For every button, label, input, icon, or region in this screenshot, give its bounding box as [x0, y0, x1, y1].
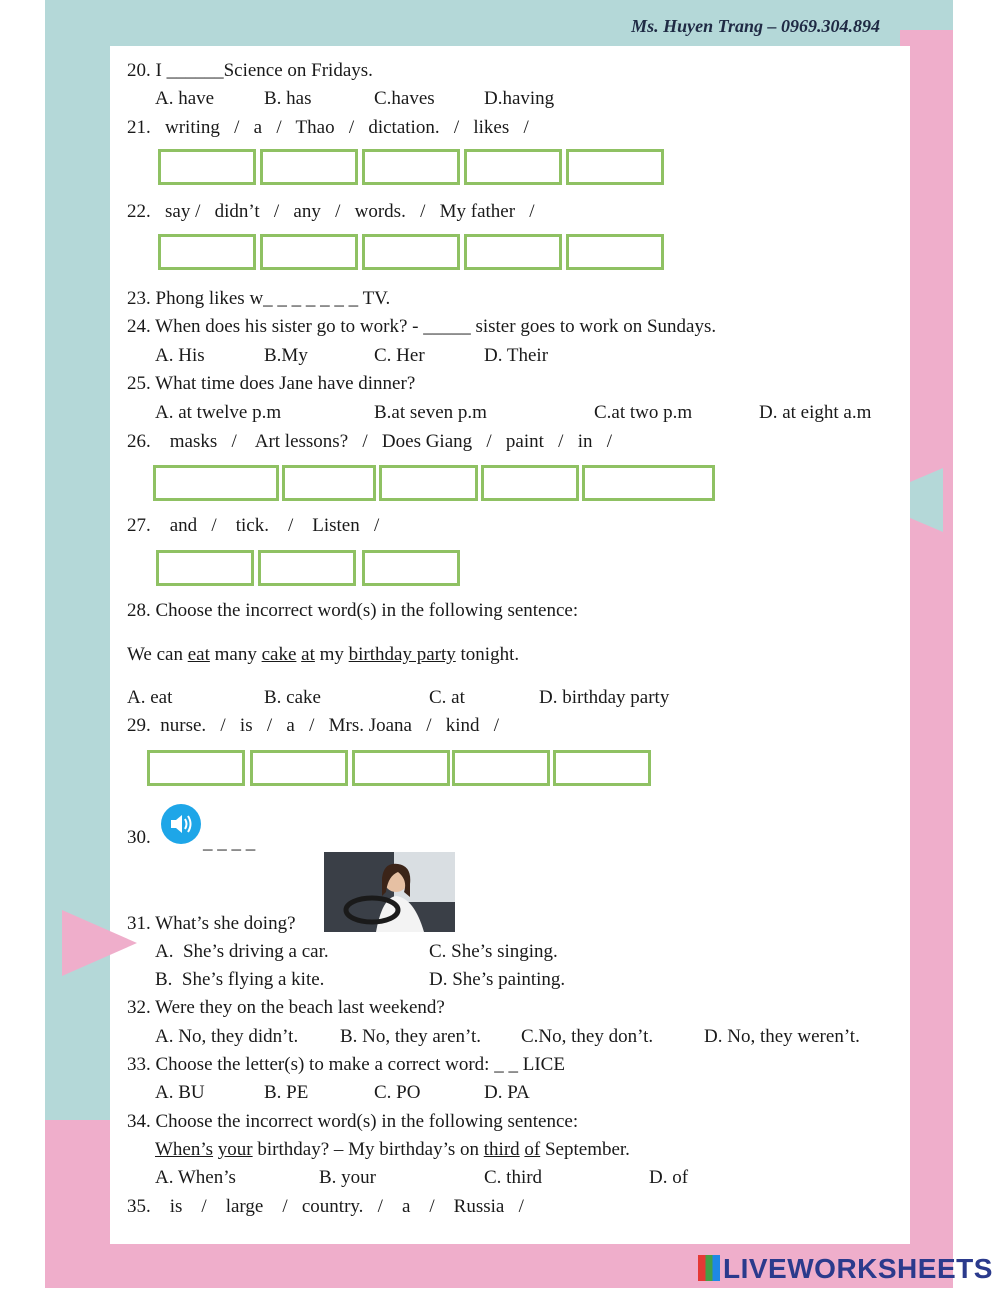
- q29-answer-box[interactable]: [147, 750, 245, 786]
- q21-answer-box[interactable]: [566, 149, 664, 185]
- q25-stem: 25. What time does Jane have dinner?: [127, 373, 416, 394]
- q20-option-d[interactable]: D.having: [484, 88, 555, 109]
- q24-stem: 24. When does his sister go to work? - _____ sister goes to work on Sundays.: [127, 316, 717, 337]
- q28-text: We can: [127, 644, 188, 665]
- q27-answer-box[interactable]: [156, 550, 254, 586]
- q24-option-c[interactable]: C. Her: [374, 345, 425, 366]
- q26-answer-box[interactable]: [481, 465, 579, 501]
- q20-option-a[interactable]: A. have: [155, 88, 215, 109]
- q31-stem: 31. What’s she doing?: [127, 913, 296, 934]
- q22-answer-box[interactable]: [158, 234, 256, 270]
- q32-stem: 32. Were they on the beach last weekend?: [127, 997, 445, 1018]
- q31-option-b[interactable]: B. She’s flying a kite.: [155, 969, 325, 990]
- q24-option-b[interactable]: B.My: [264, 345, 308, 366]
- q22-answer-box[interactable]: [464, 234, 562, 270]
- q20-stem: 20. I ______Science on Fridays.: [127, 60, 373, 81]
- q33-option-d[interactable]: D. PA: [484, 1082, 530, 1103]
- q34-option-d[interactable]: D. of: [649, 1167, 689, 1188]
- q27-answer-box[interactable]: [362, 550, 460, 586]
- q27-words: 27. and / tick. / Listen /: [127, 515, 380, 536]
- q32-option-c[interactable]: C.No, they don’t.: [521, 1026, 654, 1047]
- q34-option-a[interactable]: A. When’s: [155, 1167, 236, 1188]
- q32-option-a[interactable]: A. No, they didn’t.: [155, 1026, 299, 1047]
- q24-option-d[interactable]: D. Their: [484, 345, 549, 366]
- q26-answer-box[interactable]: [153, 465, 279, 501]
- q20-option-c[interactable]: C.haves: [374, 88, 435, 109]
- author-header: Ms. Huyen Trang – 0969.304.894: [631, 16, 880, 36]
- q26-answer-box[interactable]: [282, 465, 376, 501]
- q34-underlined-word: third: [483, 1139, 520, 1160]
- q21-answer-box[interactable]: [464, 149, 562, 185]
- q21-answer-box[interactable]: [362, 149, 460, 185]
- q20-option-b[interactable]: B. has: [264, 88, 312, 109]
- pink-triangle-decoration: [62, 910, 137, 976]
- q25-option-b[interactable]: B.at seven p.m: [374, 402, 487, 423]
- q28-option-c[interactable]: C. at: [429, 687, 465, 708]
- q33-option-c[interactable]: C. PO: [374, 1082, 421, 1103]
- q34-text: birthday? – My birthday’s on: [252, 1139, 484, 1160]
- q22-answer-box[interactable]: [260, 234, 358, 270]
- q31-option-a[interactable]: A. She’s driving a car.: [155, 941, 329, 962]
- q26-answer-box[interactable]: [379, 465, 478, 501]
- q34-text: September.: [540, 1139, 630, 1160]
- audio-speaker-icon[interactable]: [161, 804, 201, 844]
- q29-answer-box[interactable]: [352, 750, 450, 786]
- q31-option-c[interactable]: C. She’s singing.: [429, 941, 558, 962]
- q25-option-c[interactable]: C.at two p.m: [594, 402, 693, 423]
- q28-option-a[interactable]: A. eat: [127, 687, 173, 708]
- driving-scene-illustration: [324, 852, 455, 932]
- liveworksheets-logo-icon: [698, 1255, 720, 1281]
- q28-underlined-word: birthday party: [348, 644, 456, 665]
- q34-underlined-word: your: [217, 1139, 253, 1160]
- q33-stem: 33. Choose the letter(s) to make a correct word: _ _ LICE: [127, 1054, 565, 1075]
- q21-words: 21. writing / a / Thao / dictation. / likes /: [127, 117, 529, 138]
- q21-answer-box[interactable]: [260, 149, 358, 185]
- q25-option-d[interactable]: D. at eight a.m: [759, 402, 872, 423]
- q32-option-d[interactable]: D. No, they weren’t.: [704, 1026, 860, 1047]
- q29-answer-box[interactable]: [553, 750, 651, 786]
- q34-underlined-word: of: [524, 1139, 541, 1160]
- q33-option-b[interactable]: B. PE: [264, 1082, 309, 1103]
- q28-underlined-word: cake: [261, 644, 297, 665]
- speaker-icon: [161, 804, 201, 844]
- q28-sentence: [127, 643, 519, 667]
- q28-text: tonight.: [455, 644, 520, 665]
- q22-words: 22. say / didn’t / any / words. / My father /: [127, 201, 535, 222]
- q28-text: my: [314, 644, 349, 665]
- q28-stem: 28. Choose the incorrect word(s) in the following sentence:: [127, 600, 579, 621]
- q34-sentence: [155, 1138, 630, 1162]
- q28-option-d[interactable]: D. birthday party: [539, 687, 670, 708]
- q28-underlined-word: at: [301, 644, 315, 665]
- q23-stem: 23. Phong likes w_ _ _ _ _ _ _ TV.: [127, 288, 391, 309]
- q22-answer-box[interactable]: [566, 234, 664, 270]
- q24-option-a[interactable]: A. His: [155, 345, 205, 366]
- q34-stem: 34. Choose the incorrect word(s) in the following sentence:: [127, 1111, 579, 1132]
- q31-option-d[interactable]: D. She’s painting.: [429, 969, 566, 990]
- liveworksheets-logo[interactable]: [698, 1253, 993, 1285]
- q29-answer-box[interactable]: [452, 750, 550, 786]
- q29-answer-box[interactable]: [250, 750, 348, 786]
- q30-number: 30.: [127, 827, 151, 848]
- woman-driving-photo: [324, 852, 455, 932]
- q34-underlined-word: When’s: [155, 1139, 214, 1160]
- q34-option-c[interactable]: C. third: [484, 1167, 543, 1188]
- q25-option-a[interactable]: A. at twelve p.m: [155, 402, 282, 423]
- q27-answer-box[interactable]: [258, 550, 356, 586]
- q33-option-a[interactable]: A. BU: [155, 1082, 205, 1103]
- q28-text: many: [209, 644, 262, 665]
- q26-answer-box[interactable]: [582, 465, 715, 501]
- q28-underlined-word: eat: [187, 644, 210, 665]
- brand-name: LIVEWORKSHEETS: [723, 1253, 993, 1284]
- q34-option-b[interactable]: B. your: [319, 1167, 376, 1188]
- q30-blank: _ _ _ _: [203, 832, 256, 853]
- q35-words: 35. is / large / country. / a / Russia /: [127, 1196, 524, 1217]
- q28-option-b[interactable]: B. cake: [264, 687, 321, 708]
- q29-words: 29. nurse. / is / a / Mrs. Joana / kind /: [127, 715, 500, 736]
- q22-answer-box[interactable]: [362, 234, 460, 270]
- q32-option-b[interactable]: B. No, they aren’t.: [340, 1026, 482, 1047]
- q21-answer-box[interactable]: [158, 149, 256, 185]
- q26-words: 26. masks / Art lessons? / Does Giang / paint / in /: [127, 431, 613, 452]
